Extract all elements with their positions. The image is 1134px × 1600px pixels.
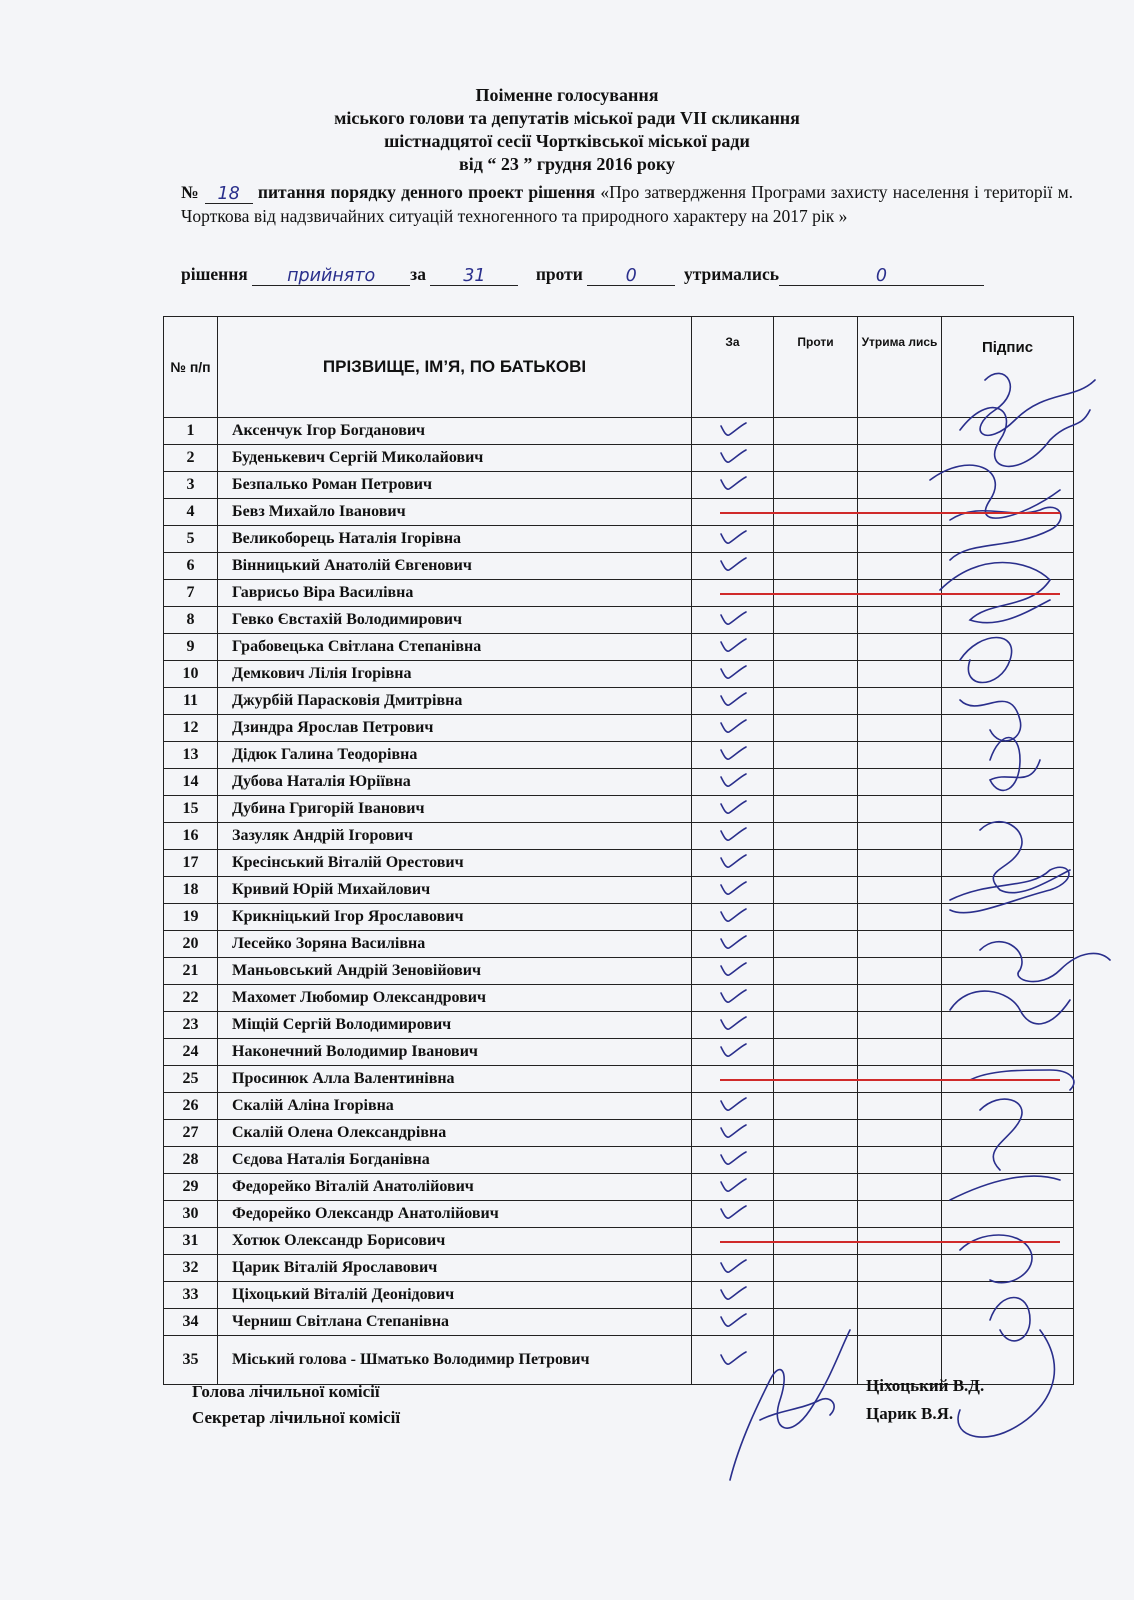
check-mark-icon xyxy=(718,879,748,897)
item-lead: питання порядку денного проект рішення xyxy=(257,182,596,202)
row-number: 25 xyxy=(164,1066,218,1093)
for-value: 31 xyxy=(463,266,486,286)
secretary-name: Царик В.Я. xyxy=(866,1404,954,1423)
absent-strike-line xyxy=(720,593,1060,595)
row-number: 26 xyxy=(164,1093,218,1120)
row-number: 17 xyxy=(164,850,218,877)
check-mark-icon xyxy=(718,1176,748,1194)
row-abstain-cell xyxy=(858,715,942,742)
row-signature-cell xyxy=(942,1255,1074,1282)
row-abstain-cell xyxy=(858,607,942,634)
sheet-title: Поіменне голосування xyxy=(475,85,659,105)
row-number: 23 xyxy=(164,1012,218,1039)
row-for-cell xyxy=(692,1039,774,1066)
table-row xyxy=(164,931,1074,958)
check-mark-icon xyxy=(718,717,748,735)
row-against-cell xyxy=(774,1012,858,1039)
abstain-blank xyxy=(779,263,984,286)
row-for-cell xyxy=(692,904,774,931)
row-for-cell xyxy=(692,472,774,499)
row-abstain-cell xyxy=(858,796,942,823)
row-name: Міський голова - Шматько Володимир Петрович xyxy=(218,1336,692,1385)
row-signature-cell xyxy=(942,1012,1074,1039)
row-name: Великоборець Наталія Ігорівна xyxy=(218,526,692,553)
table-row xyxy=(164,1282,1074,1309)
row-for-cell xyxy=(692,418,774,445)
row-abstain-cell xyxy=(858,877,942,904)
row-number: 32 xyxy=(164,1255,218,1282)
abstain-label: утримались xyxy=(683,264,779,284)
row-name: Наконечний Володимир Іванович xyxy=(218,1039,692,1066)
row-against-cell xyxy=(774,688,858,715)
row-number: 6 xyxy=(164,553,218,580)
row-against-cell xyxy=(774,607,858,634)
row-against-cell xyxy=(774,472,858,499)
row-signature-cell xyxy=(942,904,1074,931)
table-row xyxy=(164,958,1074,985)
row-abstain-cell xyxy=(858,418,942,445)
row-against-cell xyxy=(774,931,858,958)
check-mark-icon xyxy=(718,825,748,843)
row-name: Вінницький Анатолій Євгенович xyxy=(218,553,692,580)
row-number: 4 xyxy=(164,499,218,526)
row-number: 34 xyxy=(164,1309,218,1336)
row-name: Грабовецька Світлана Степанівна xyxy=(218,634,692,661)
check-mark-icon xyxy=(718,1014,748,1032)
table-row xyxy=(164,661,1074,688)
row-name: Махомет Любомир Олександрович xyxy=(218,985,692,1012)
row-for-cell xyxy=(692,931,774,958)
row-against-cell xyxy=(774,742,858,769)
row-against-cell xyxy=(774,877,858,904)
table-row xyxy=(164,634,1074,661)
check-mark-icon xyxy=(718,1349,748,1367)
row-for-cell xyxy=(692,607,774,634)
table-row xyxy=(164,796,1074,823)
item-text: «Про затвердження Програми захисту населення і території м. Чорткова від надзвичайних ситуацій техногенного та природного характеру на 2017 рік » xyxy=(181,182,1074,226)
row-for-cell xyxy=(692,850,774,877)
agenda-item xyxy=(181,180,1073,228)
table-row xyxy=(164,850,1074,877)
table-row xyxy=(164,877,1074,904)
table-row xyxy=(164,715,1074,742)
table-row xyxy=(164,1147,1074,1174)
row-name: Міщій Сергій Володимирович xyxy=(218,1012,692,1039)
row-abstain-cell xyxy=(858,1282,942,1309)
row-signature-cell xyxy=(942,769,1074,796)
row-against-cell xyxy=(774,1093,858,1120)
check-mark-icon xyxy=(718,960,748,978)
row-for-cell xyxy=(692,526,774,553)
header-against: Проти xyxy=(774,317,858,418)
absent-strike-line xyxy=(720,512,1060,514)
chair-label: Голова лічильної комісії xyxy=(192,1382,380,1401)
row-signature-cell xyxy=(942,1120,1074,1147)
row-name: Безпалько Роман Петрович xyxy=(218,472,692,499)
row-name: Зазуляк Андрій Ігорович xyxy=(218,823,692,850)
table-row xyxy=(164,1093,1074,1120)
check-mark-icon xyxy=(718,420,748,438)
chair-name: Ціхоцький В.Д. xyxy=(866,1376,985,1395)
row-for-cell xyxy=(692,1201,774,1228)
check-mark-icon xyxy=(718,1122,748,1140)
row-abstain-cell xyxy=(858,850,942,877)
row-signature-cell xyxy=(942,958,1074,985)
table-row xyxy=(164,1012,1074,1039)
row-name: Дубина Григорій Іванович xyxy=(218,796,692,823)
row-name: Федорейко Олександр Анатолійович xyxy=(218,1201,692,1228)
row-for-cell xyxy=(692,796,774,823)
against-label: проти xyxy=(535,264,583,284)
header-signature: Підпис xyxy=(942,317,1074,418)
row-for-cell xyxy=(692,1309,774,1336)
sheet-date: від “ 23 ” грудня 2016 року xyxy=(459,154,675,174)
header-abstain: Утрима лись xyxy=(858,317,942,418)
row-abstain-cell xyxy=(858,985,942,1012)
table-row xyxy=(164,1201,1074,1228)
row-against-cell xyxy=(774,526,858,553)
check-mark-icon xyxy=(718,555,748,573)
row-abstain-cell xyxy=(858,634,942,661)
row-signature-cell xyxy=(942,553,1074,580)
row-abstain-cell xyxy=(858,1174,942,1201)
secretary-label: Секретар лічильної комісії xyxy=(192,1408,401,1427)
row-signature-cell xyxy=(942,823,1074,850)
row-number: 11 xyxy=(164,688,218,715)
item-num-value: 18 xyxy=(217,184,240,204)
table-row xyxy=(164,553,1074,580)
row-signature-cell xyxy=(942,607,1074,634)
table-row xyxy=(164,445,1074,472)
row-name: Федорейко Віталій Анатолійович xyxy=(218,1174,692,1201)
row-number: 12 xyxy=(164,715,218,742)
row-against-cell xyxy=(774,1309,858,1336)
row-number: 27 xyxy=(164,1120,218,1147)
table-row xyxy=(164,1120,1074,1147)
table-row xyxy=(164,1174,1074,1201)
row-name: Сєдова Наталія Богданівна xyxy=(218,1147,692,1174)
row-name: Царик Віталій Ярославович xyxy=(218,1255,692,1282)
row-number: 8 xyxy=(164,607,218,634)
absent-strike-line xyxy=(720,1079,1060,1081)
row-name: Гаврисьо Віра Василівна xyxy=(218,580,692,607)
row-signature-cell xyxy=(942,418,1074,445)
row-signature-cell xyxy=(942,742,1074,769)
row-against-cell xyxy=(774,769,858,796)
row-signature-cell xyxy=(942,1309,1074,1336)
row-against-cell xyxy=(774,985,858,1012)
row-number: 18 xyxy=(164,877,218,904)
row-number: 15 xyxy=(164,796,218,823)
table-row xyxy=(164,823,1074,850)
check-mark-icon xyxy=(718,474,748,492)
row-signature-cell xyxy=(942,796,1074,823)
row-for-cell xyxy=(692,1093,774,1120)
header-num: № п/п xyxy=(164,317,218,418)
sheet-subtitle-2: шістнадцятої сесії Чортківської міської ради xyxy=(384,131,750,151)
check-mark-icon xyxy=(718,987,748,1005)
row-for-cell xyxy=(692,634,774,661)
row-against-cell xyxy=(774,1120,858,1147)
check-mark-icon xyxy=(718,447,748,465)
check-mark-icon xyxy=(718,1311,748,1329)
row-name: Дубова Наталія Юріївна xyxy=(218,769,692,796)
check-mark-icon xyxy=(718,1041,748,1059)
row-for-cell xyxy=(692,877,774,904)
row-name: Джурбій Парасковія Дмитрівна xyxy=(218,688,692,715)
row-abstain-cell xyxy=(858,1201,942,1228)
row-for-cell xyxy=(692,823,774,850)
item-num-blank xyxy=(205,181,253,204)
row-for-cell xyxy=(692,1012,774,1039)
abstain-value: 0 xyxy=(875,266,888,286)
row-for-cell xyxy=(692,1336,774,1385)
row-abstain-cell xyxy=(858,472,942,499)
row-name: Кресінський Віталій Орестович xyxy=(218,850,692,877)
row-against-cell xyxy=(774,553,858,580)
row-signature-cell xyxy=(942,634,1074,661)
row-name: Кривий Юрій Михайлович xyxy=(218,877,692,904)
check-mark-icon xyxy=(718,528,748,546)
row-against-cell xyxy=(774,958,858,985)
row-abstain-cell xyxy=(858,526,942,553)
row-signature-cell xyxy=(942,688,1074,715)
row-number: 22 xyxy=(164,985,218,1012)
row-against-cell xyxy=(774,1201,858,1228)
row-name: Дідюк Галина Теодорівна xyxy=(218,742,692,769)
row-abstain-cell xyxy=(858,742,942,769)
check-mark-icon xyxy=(718,798,748,816)
row-signature-cell xyxy=(942,715,1074,742)
row-abstain-cell xyxy=(858,1147,942,1174)
row-for-cell xyxy=(692,1147,774,1174)
row-name: Ціхоцький Віталій Деонідович xyxy=(218,1282,692,1309)
row-number: 2 xyxy=(164,445,218,472)
row-name: Крикніцький Ігор Ярославович xyxy=(218,904,692,931)
row-for-cell xyxy=(692,742,774,769)
row-signature-cell xyxy=(942,1282,1074,1309)
row-signature-cell xyxy=(942,1201,1074,1228)
sheet-subtitle-1: міського голови та депутатів міської ради VII скликання xyxy=(334,108,800,128)
row-against-cell xyxy=(774,445,858,472)
row-abstain-cell xyxy=(858,445,942,472)
decision-value: прийнято xyxy=(287,266,376,286)
row-for-cell xyxy=(692,1282,774,1309)
row-for-cell xyxy=(692,661,774,688)
row-for-cell xyxy=(692,1174,774,1201)
for-blank xyxy=(430,263,518,286)
against-blank xyxy=(587,263,675,286)
header-for: За xyxy=(692,317,774,418)
row-signature-cell xyxy=(942,472,1074,499)
row-name: Хотюк Олександр Борисович xyxy=(218,1228,692,1255)
row-abstain-cell xyxy=(858,1012,942,1039)
row-abstain-cell xyxy=(858,1120,942,1147)
row-signature-cell xyxy=(942,850,1074,877)
row-name: Скалій Аліна Ігорівна xyxy=(218,1093,692,1120)
row-for-cell xyxy=(692,1120,774,1147)
row-abstain-cell xyxy=(858,769,942,796)
row-number: 10 xyxy=(164,661,218,688)
table-row xyxy=(164,742,1074,769)
row-name: Скалій Олена Олександрівна xyxy=(218,1120,692,1147)
row-abstain-cell xyxy=(858,553,942,580)
row-number: 19 xyxy=(164,904,218,931)
row-against-cell xyxy=(774,634,858,661)
check-mark-icon xyxy=(718,690,748,708)
row-number: 33 xyxy=(164,1282,218,1309)
row-for-cell xyxy=(692,958,774,985)
row-signature-cell xyxy=(942,877,1074,904)
check-mark-icon xyxy=(718,1284,748,1302)
row-name: Просинюк Алла Валентинівна xyxy=(218,1066,692,1093)
row-number: 16 xyxy=(164,823,218,850)
row-number: 1 xyxy=(164,418,218,445)
row-number: 9 xyxy=(164,634,218,661)
row-number: 24 xyxy=(164,1039,218,1066)
row-abstain-cell xyxy=(858,1093,942,1120)
row-signature-cell xyxy=(942,661,1074,688)
check-mark-icon xyxy=(718,636,748,654)
row-number: 14 xyxy=(164,769,218,796)
row-abstain-cell xyxy=(858,688,942,715)
row-signature-cell xyxy=(942,445,1074,472)
row-against-cell xyxy=(774,1174,858,1201)
row-signature-cell xyxy=(942,1039,1074,1066)
table-row xyxy=(164,1255,1074,1282)
table-row xyxy=(164,472,1074,499)
row-number: 5 xyxy=(164,526,218,553)
row-number: 31 xyxy=(164,1228,218,1255)
row-number: 21 xyxy=(164,958,218,985)
row-abstain-cell xyxy=(858,823,942,850)
row-name: Черниш Світлана Степанівна xyxy=(218,1309,692,1336)
table-row xyxy=(164,418,1074,445)
row-for-cell xyxy=(692,769,774,796)
row-number: 20 xyxy=(164,931,218,958)
row-signature-cell xyxy=(942,1174,1074,1201)
row-name: Буденькевич Сергій Миколайович xyxy=(218,445,692,472)
row-against-cell xyxy=(774,661,858,688)
row-for-cell xyxy=(692,985,774,1012)
row-number: 30 xyxy=(164,1201,218,1228)
row-signature-cell xyxy=(942,526,1074,553)
row-abstain-cell xyxy=(858,931,942,958)
for-label: за xyxy=(410,264,426,284)
against-value: 0 xyxy=(625,266,637,286)
row-against-cell xyxy=(774,418,858,445)
table-row xyxy=(164,607,1074,634)
row-against-cell xyxy=(774,850,858,877)
row-against-cell xyxy=(774,1147,858,1174)
row-against-cell xyxy=(774,823,858,850)
table-row xyxy=(164,1309,1074,1336)
check-mark-icon xyxy=(718,609,748,627)
absent-strike-line xyxy=(720,1241,1060,1243)
check-mark-icon xyxy=(718,852,748,870)
vote-table xyxy=(163,316,1074,1385)
row-abstain-cell xyxy=(858,1309,942,1336)
check-mark-icon xyxy=(718,1203,748,1221)
table-row xyxy=(164,1039,1074,1066)
row-against-cell xyxy=(774,904,858,931)
row-signature-cell xyxy=(942,985,1074,1012)
check-mark-icon xyxy=(718,1149,748,1167)
row-number: 7 xyxy=(164,580,218,607)
row-signature-cell xyxy=(942,1147,1074,1174)
row-number: 35 xyxy=(164,1336,218,1385)
row-abstain-cell xyxy=(858,1255,942,1282)
row-against-cell xyxy=(774,1255,858,1282)
row-against-cell xyxy=(774,796,858,823)
row-against-cell xyxy=(774,1039,858,1066)
row-name: Дзиндра Ярослав Петрович xyxy=(218,715,692,742)
row-signature-cell xyxy=(942,931,1074,958)
check-mark-icon xyxy=(718,906,748,924)
row-number: 29 xyxy=(164,1174,218,1201)
row-name: Гевко Євстахій Володимирович xyxy=(218,607,692,634)
row-for-cell xyxy=(692,553,774,580)
table-header-row xyxy=(164,317,1074,418)
table-row xyxy=(164,526,1074,553)
check-mark-icon xyxy=(718,771,748,789)
row-abstain-cell xyxy=(858,904,942,931)
check-mark-icon xyxy=(718,1257,748,1275)
header-name: ПРІЗВИЩЕ, ІМ’Я, ПО БАТЬКОВІ xyxy=(218,317,692,418)
table-row xyxy=(164,769,1074,796)
row-against-cell xyxy=(774,715,858,742)
table-row xyxy=(164,688,1074,715)
row-for-cell xyxy=(692,445,774,472)
row-number: 28 xyxy=(164,1147,218,1174)
table-row xyxy=(164,985,1074,1012)
row-for-cell xyxy=(692,688,774,715)
check-mark-icon xyxy=(718,744,748,762)
check-mark-icon xyxy=(718,663,748,681)
row-name: Лесейко Зоряна Василівна xyxy=(218,931,692,958)
row-name: Маньовський Андрій Зеновійович xyxy=(218,958,692,985)
row-signature-cell xyxy=(942,1093,1074,1120)
table-row xyxy=(164,904,1074,931)
row-against-cell xyxy=(774,1336,858,1385)
row-name: Демкович Лілія Ігорівна xyxy=(218,661,692,688)
decision-blank xyxy=(252,263,410,286)
row-number: 3 xyxy=(164,472,218,499)
row-for-cell xyxy=(692,715,774,742)
row-abstain-cell xyxy=(858,661,942,688)
row-name: Бевз Михайло Іванович xyxy=(218,499,692,526)
decision-line xyxy=(181,262,1073,286)
row-abstain-cell xyxy=(858,958,942,985)
row-number: 13 xyxy=(164,742,218,769)
row-abstain-cell xyxy=(858,1039,942,1066)
check-mark-icon xyxy=(718,933,748,951)
row-against-cell xyxy=(774,1282,858,1309)
check-mark-icon xyxy=(718,1095,748,1113)
row-for-cell xyxy=(692,1255,774,1282)
item-num-label: № xyxy=(181,182,200,202)
row-name: Аксенчук Ігор Богданович xyxy=(218,418,692,445)
decision-label: рішення xyxy=(181,264,248,284)
